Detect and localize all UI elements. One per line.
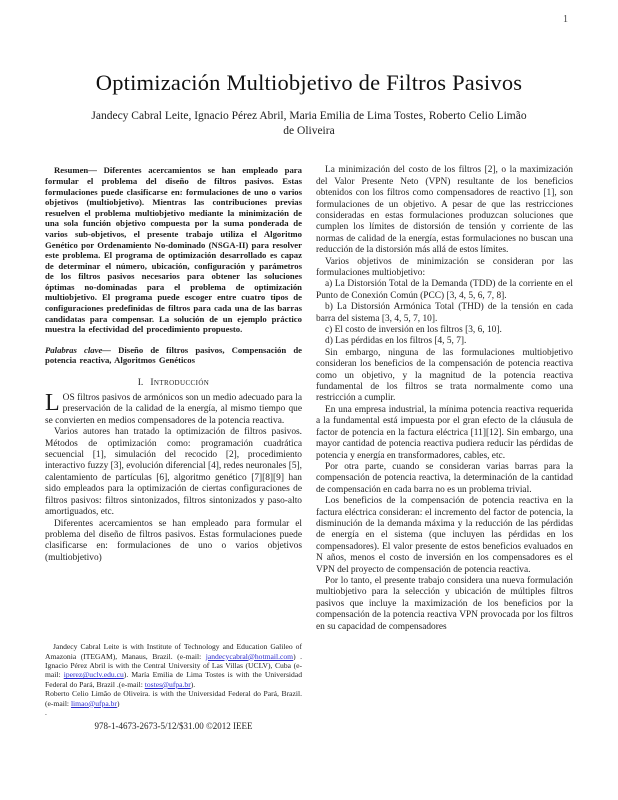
paragraph: Por otra parte, cuando se consideran varias barras para la compensación de potencia reactiva, la determinación de la cantidad de compensación en cada barra no es un problema trivial. [316, 461, 573, 495]
footnote-affiliations-1: Jandecy Cabral Leite is with Institute of Technology and Education Galileo of Amazonia (ITEGAM), Manaus, Brazil. (e-mail: jandecycabral@hotmail.com) . Ignacio Pérez Abril is with the Central University of Las Villas (UCLV), Cuba (e-mail: iperez@uclv.edu.cu). María Emilia de Lima Tostes is with the Universidad Federal do Pará, Brazil .(e-mail: tostes@ufpa.br). [45, 642, 303, 689]
keywords-text: Diseño de filtros pasivos, Compensación de potencia reactiva, Algoritmos Genéticos [45, 344, 303, 366]
email-link[interactable]: tostes@ufpa.br [144, 679, 191, 689]
footnote-stray-dot: . [45, 707, 47, 717]
authors-line: Jandecy Cabral Leite, Ignacio Pérez Abril, Maria Emilia de Lima Tostes, Roberto Celio Limão de Oliveira [91, 110, 527, 138]
email-link[interactable]: limao@ufpa.br [70, 698, 117, 708]
paragraph: Por lo tanto, el presente trabajo considera una nueva formulación multiobjetivo para la selección y ubicación de múltiples filtros pasivos que incluye la maximización de los beneficios por la compensación de la potencia reactiva VPN provocada por los filtros en su capacidad de compensadores [316, 575, 573, 632]
section-title: Introducción [150, 377, 210, 389]
section-number: I. [137, 377, 144, 389]
list-item-b: b) La Distorsión Armónica Total (THD) de la tensión en cada barra del sistema [3, 4, 5, 7, 10]. [316, 302, 573, 324]
intro-paragraph-1 [45, 390, 302, 427]
intro-paragraph-1-text: OS filtros pasivos de armónicos son un medio adecuado para la preservación de la calidad de la energía, al mismo tiempo que se convierten en medios compensadores de la potencia reactiva. [45, 393, 302, 426]
paper-title: Optimización Multiobjetivo de Filtros Pasivos [95, 70, 523, 95]
keywords-label: Palabras clave— [45, 344, 111, 355]
paragraph: La minimización del costo de los filtros [2], o la maximización del Valor Presente Neto (VPN) resultante de los beneficios obtenidos con los filtros como compensadores de reactivo [1], son formulaciones de un objetivo. A pesar de que las restricciones consideradas en estas formulaciones produzcan soluciones que cumplen los límites de distorsión de tensión y corriente de las normas de calidad de la energía, estas formulaciones no buscan una reducción de la distorsión más allá de estos límites. [316, 165, 573, 256]
paragraph: Los beneficios de la compensación de potencia reactiva en la factura eléctrica consideran: el incremento del factor de potencia, la disminución de la demanda máxima y la reducción de las pérdidas de energía en el sistema (que incluyen las pérdidas en los compensadores). El valor presente de estos beneficios evaluados en N años, menos el costo de inversión en los compensadores es el VPN del proyecto de compensación de potencia reactiva. [316, 496, 573, 575]
paragraph: Sin embargo, ninguna de las formulaciones multiobjetivo consideran los beneficios de la compensación de potencia reactiva como un objetivo, y la magnitud de la potencia reactiva fundamental de los filtros se trata normalmente como una restricción a cumplir. [316, 347, 573, 404]
list-item-d: d) Las pérdidas en los filtros [4, 5, 7]. [325, 336, 467, 347]
paragraph: Varios objetivos de minimización se consideran por las formulaciones multiobjetivo: [316, 256, 573, 278]
right-column [316, 165, 573, 775]
section-heading-introduction [45, 377, 302, 388]
footnote-affiliations-2: Roberto Celio Limão de Oliveira. is with the Universidad Federal do Pará, Brazil.(e-mail: limao@ufpa.br) [45, 689, 302, 708]
abstract-text: Diferentes acercamientos se han empleado para formular el problema del diseño de filtros pasivos. Estas formulaciones puede clasificarse en: formulaciones de uno o varios objetivos (multiobjetivo). Mientras las contribuciones previas resuelven el problema multiobjetivo mediante la minimización de una sola función objetivo compuesta por la suma ponderada de varios sub-objetivos, el presente trabajo utiliza el Algoritmo Genético por Ordenamiento No-dominado (NSGA-II) para resolver este problema. El programa de optimización desarrollado es capaz de determinar el número, ubicación, configuración y parámetros de los filtros pasivos necesarios para obtener las soluciones óptimas no-dominadas para el problema de optimización multiobjetivo. El programa puede escoger entre cuatro tipos de configuraciones predefinidas de filtros para cada una de las barras candidatas para compensar. La solución de un ejemplo práctico muestra la efectividad del procedimiento propuesto. [45, 165, 302, 335]
abstract-label: Resumen— [54, 165, 97, 176]
list-item-a: a) La Distorsión Total de la Demanda (TDD) de la corriente en el Punto de Conexión Común (PCC) [3, 4, 5, 6, 7, 8]. [316, 279, 573, 301]
email-link[interactable]: jandecycabral@hotmail.com [205, 651, 294, 661]
footnote-block [45, 642, 302, 775]
two-column-body [45, 165, 573, 775]
abstract-paragraph [45, 165, 302, 335]
email-link[interactable]: iperez@uclv.edu.cu [63, 670, 124, 680]
page-number: 1 [563, 14, 568, 25]
list-item-c: c) El costo de inversión en los filtros [3, 6, 10]. [325, 325, 502, 336]
dropcap-letter: L [45, 390, 60, 417]
intro-paragraph-3: Diferentes acercamientos se han empleado para formular el problema del diseño de filtros pasivos. Estas formulaciones puede clasificarse en: formulaciones de uno o varios objetivos (multiobjetivo) [45, 518, 302, 563]
keywords-paragraph [45, 345, 302, 366]
copyright-line: 978-1-4673-2673-5/12/$31.00 ©2012 IEEE [94, 721, 253, 732]
intro-paragraph-2: Varios autores han tratado la optimización de filtros pasivos. Métodos de optimización como: programación cuadrática secuencial [1], simulación del recocido [2], procedimiento interactivo fuzzy [3], evolución diferencial [4], redes neuronales [5], calentamiento de partículas [6], algoritmo genético [7][8][9] han sido empleados para la optimización de ciertas configuraciones de filtros pasivos: filtros sintonizados, filtros sintonizados y paso-alto amortiguados, etc. [45, 427, 302, 518]
left-column [45, 165, 302, 775]
paragraph: En una empresa industrial, la mínima potencia reactiva requerida a la fundamental está impuesta por el gran efecto de la cláusula de factor de potencia en la factura eléctrica [11][12]. Sin embargo, una mayor cantidad de potencia reactiva pudiera reducir las pérdidas de potencia y energía en transformadores, cables, etc. [316, 404, 573, 461]
